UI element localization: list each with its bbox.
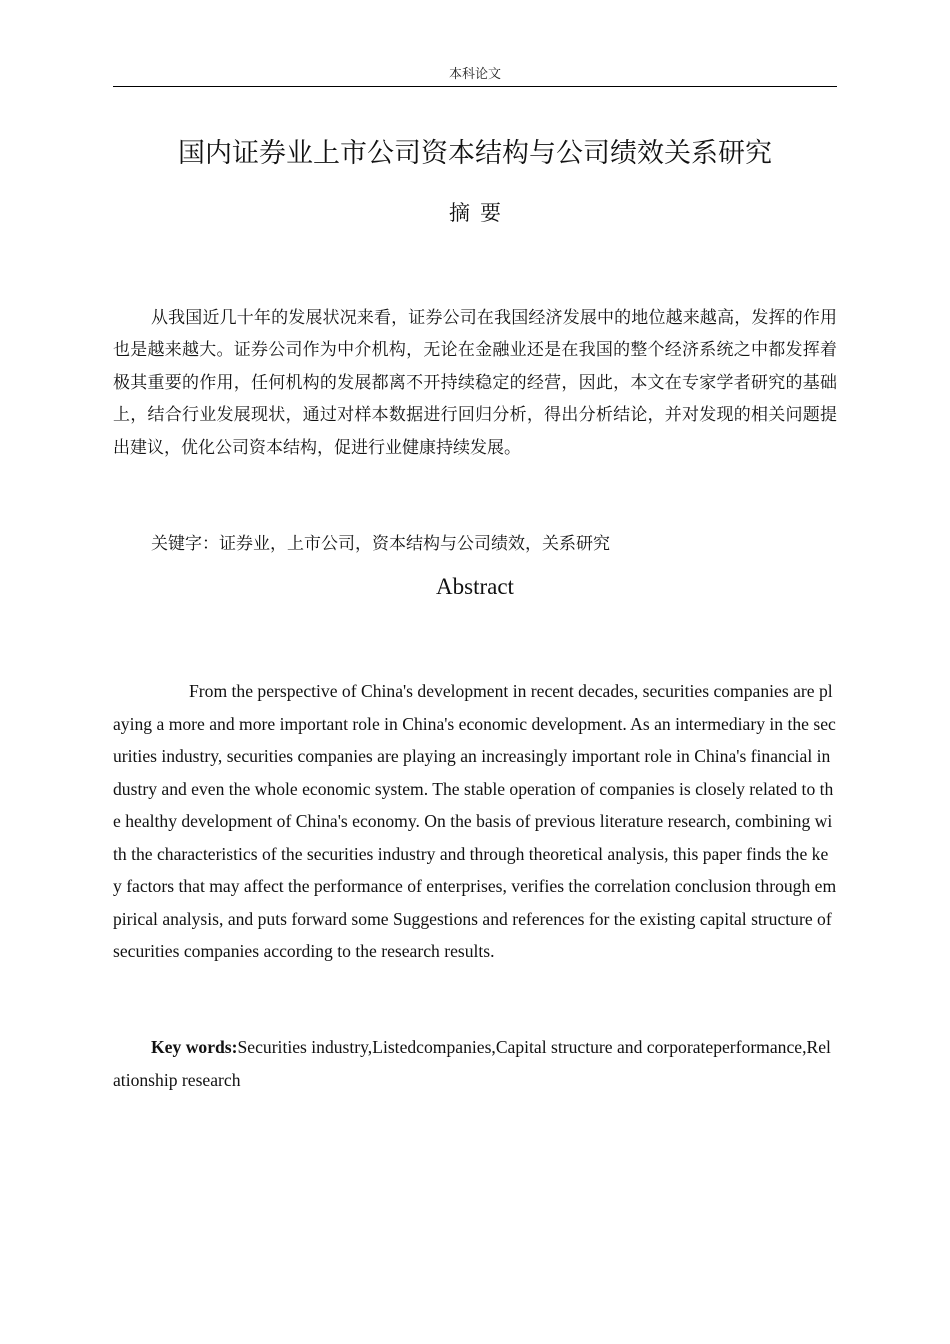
cn-abstract-body: 从我国近几十年的发展状况来看，证券公司在我国经济发展中的地位越来越高，发挥的作用也是越来越大。证券公司作为中介机构，无论在金融业还是在我国的整个经济系统之中都发挥着极其重要的作用，任何机构的发展都离不开持续稳定的经营，因此，本文在专家学者研究的基础上，结合行业发展现状，通过对样本数据进行回归分析，得出分析结论，并对发现的相关问题提出建议，优化公司资本结构，促进行业健康持续发展。 xyxy=(113,308,837,458)
en-abstract-heading: Abstract xyxy=(436,574,514,599)
en-keywords-text: Securities industry,Listedcompanies,Capital structure and corporateperformance,Relationship research xyxy=(113,1037,831,1090)
running-header: 本科论文 xyxy=(448,67,501,82)
cn-abstract-heading: 摘要 xyxy=(449,201,511,225)
paper-title: 国内证券业上市公司资本结构与公司绩效关系研究 xyxy=(178,138,772,169)
en-keywords-label: Key words: xyxy=(151,1037,238,1057)
cn-keywords-label: 关键字： xyxy=(151,534,219,554)
cn-keywords-text: 证券业，上市公司，资本结构与公司绩效，关系研究 xyxy=(219,534,610,554)
header-rule xyxy=(113,86,837,87)
en-keywords xyxy=(113,1031,837,1096)
en-abstract-body: From the perspective of China's development in recent decades, securities companies are playing a more and more important role in China's economic development. As an intermediary in the securities industry, securities companies are playing an increasingly important role in China's financial industry and even the whole economic system. The stable operation of companies is closely related to the healthy development of China's economy. On the basis of previous literature research, combining with the characteristics of the securities industry and through theoretical analysis, this paper finds the key factors that may affect the performance of enterprises, verifies the correlation conclusion through empirical analysis, and puts forward some Suggestions and references for the existing capital structure of securities companies according to the research results. xyxy=(113,681,837,961)
cn-keywords xyxy=(113,529,837,559)
